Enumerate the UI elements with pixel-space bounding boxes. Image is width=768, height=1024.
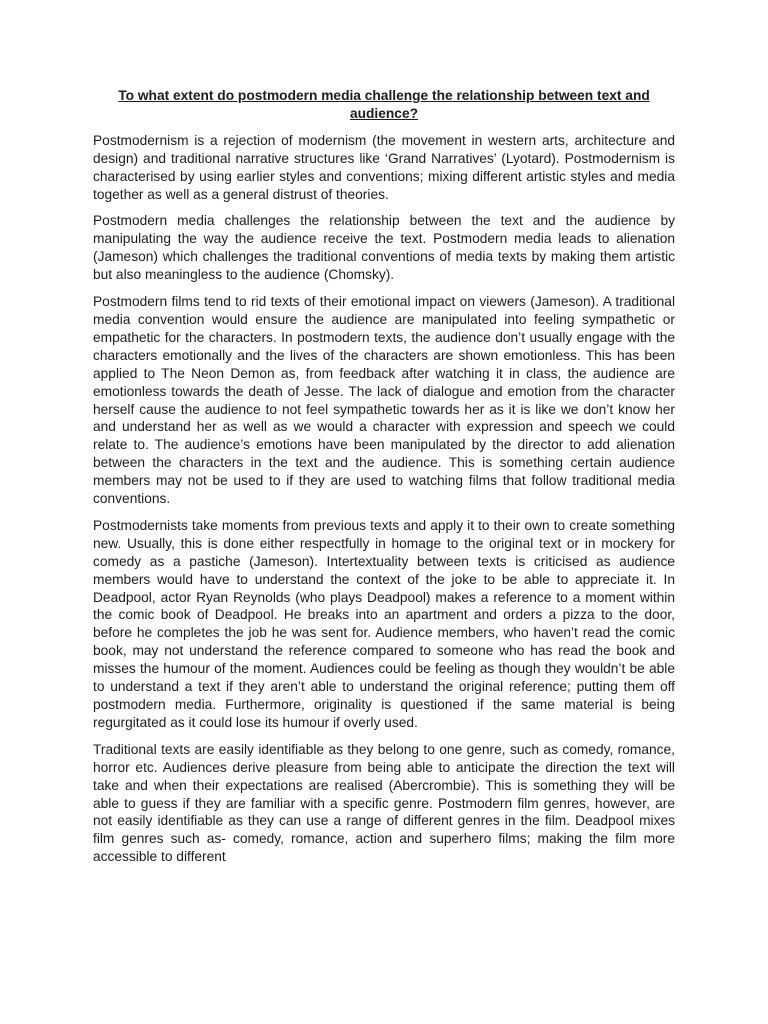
paragraph-intertextuality: Postmodernists take moments from previous texts and apply it to their own to create something new. Usually, this is done either respectfully in homage to the original text or in mockery for comedy as a pastiche (Jameson). Intertextuality between texts is criticised as audience members would have to understand the context of the joke to be able to appreciate it. In Deadpool, actor Ryan Reynolds (who plays Deadpool) makes a reference to a moment within the comic book of Deadpool. He breaks into an apartment and orders a pizza to the door, before he completes the job he was sent for. Audience members, who haven’t read the comic book, may not understand the reference compared to someone who has read the book and misses the humour of the moment. Audiences could be feeling as though they wouldn’t be able to understand a text if they aren’t able to understand the original reference; putting them off postmodern media. Furthermore, originality is questioned if the same material is being regurgitated as it could lose its humour if overly used.: [93, 517, 675, 730]
document-page: [93, 87, 675, 875]
essay-title: To what extent do postmodern media challenge the relationship between text and audience?: [118, 88, 650, 121]
paragraph-genre: Traditional texts are easily identifiable as they belong to one genre, such as comedy, romance, horror etc. Audiences derive pleasure from being able to anticipate the direction the text will take and when their expectations are realised (Abercrombie). This is something they will be able to guess if they are familiar with a specific genre. Postmodern film genres, however, are not easily identifiable as they can use a range of different genres in the film. Deadpool mixes film genres such as- comedy, romance, action and superhero films; making the film more accessible to different: [93, 741, 675, 865]
paragraph-postmodernism-definition: Postmodernism is a rejection of modernism (the movement in western arts, architecture and design) and traditional narrative structures like ‘Grand Narratives’ (Lyotard). Postmodernism is characterised by using earlier styles and conventions; mixing different artistic styles and media together as well as a general distrust of theories.: [93, 132, 675, 202]
paragraph-audience-relationship: Postmodern media challenges the relationship between the text and the audience by manipulating the way the audience receive the text. Postmodern media leads to alienation (Jameson) which challenges the traditional conventions of media texts by making them artistic but also meaningless to the audience (Chomsky).: [93, 213, 675, 283]
paragraph-emotional-impact: Postmodern films tend to rid texts of their emotional impact on viewers (Jameson). A traditional media convention would ensure the audience are manipulated into feeling sympathetic or empathetic for the characters. In postmodern texts, the audience don’t usually engage with the characters emotionally and the lives of the characters are shown emotionless. This has been applied to The Neon Demon as, from feedback after watching it in class, the audience are emotionless towards the death of Jesse. The lack of dialogue and emotion from the character herself cause the audience to not feel sympathetic towards her as it is like we don’t know her and understand her as well as we would a character with expression and speech we could relate to. The audience’s emotions have been manipulated by the director to add alienation between the characters in the text and the audience. This is something certain audience members may not be used to if they are used to watching films that follow traditional media conventions.: [93, 294, 675, 507]
